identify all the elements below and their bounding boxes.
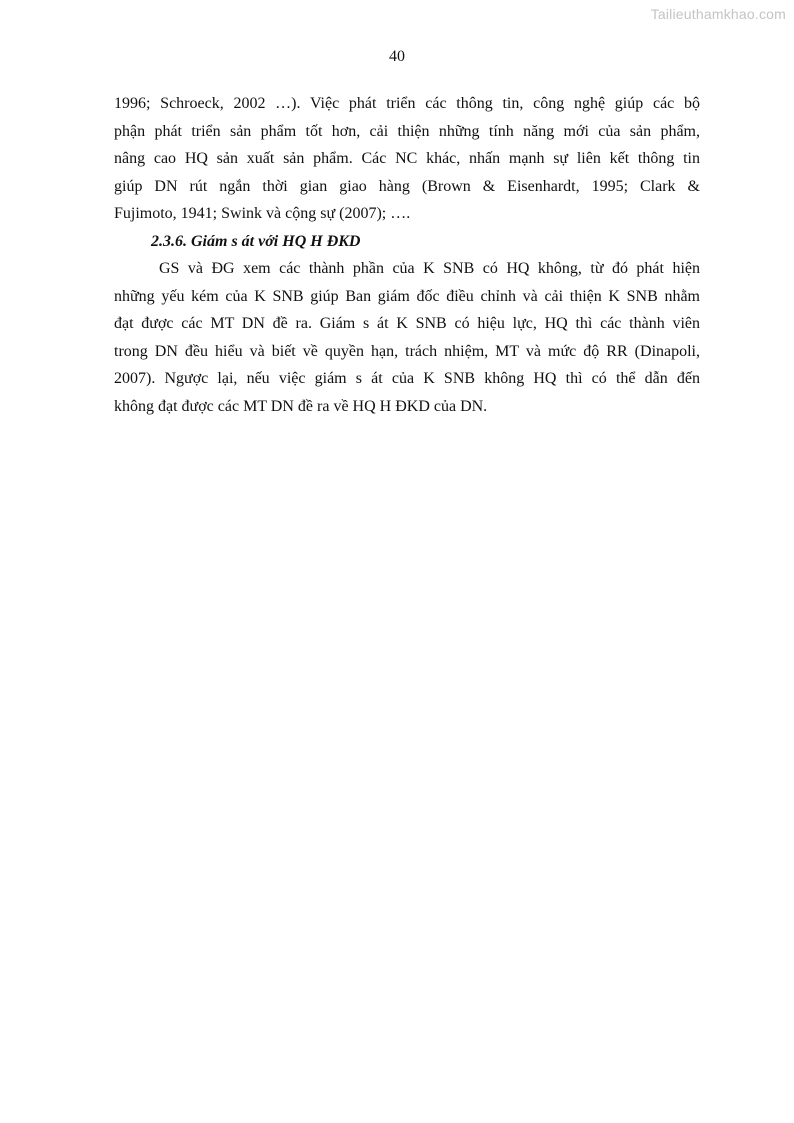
text-line: những yếu kém của K SNB giúp Ban giám đốc điều chỉnh và cải thiện K SNB nhằm — [114, 287, 700, 305]
text-line: 2007). Ngược lại, nếu việc giám s át của K SNB không HQ thì có thể dẫn đến — [114, 370, 700, 387]
paragraph-2 — [114, 255, 700, 420]
text-line: phận phát triển sản phẩm tốt hơn, cải thiện những tính năng mới của sản phẩm, — [114, 122, 700, 140]
text-line: không đạt được các MT DN đề ra về HQ H ĐKD của DN. — [114, 397, 488, 415]
document-body — [114, 90, 700, 420]
text-line: GS và ĐG xem các thành phần của K SNB có HQ không, từ đó phát hiện — [159, 260, 700, 277]
text-line: trong DN đều hiểu và biết về quyền hạn, trách nhiệm, MT và mức độ RR (Dinapoli, — [114, 342, 700, 360]
section-heading: 2.3.6. Giám s át với HQ H ĐKD — [151, 232, 361, 250]
text-line: Fujimoto, 1941; Swink và cộng sự (2007); …. — [114, 205, 411, 222]
text-line: nâng cao HQ sản xuất sản phẩm. Các NC khác, nhấn mạnh sự liên kết thông tin — [114, 150, 700, 167]
page-number: 40 — [389, 48, 405, 65]
text-line: 1996; Schroeck, 2002 …). Việc phát triển các thông tin, công nghệ giúp các bộ — [114, 95, 700, 112]
watermark: Tailieuthamkhao.com — [650, 6, 786, 22]
paragraph-1 — [114, 90, 700, 228]
text-line: đạt được các MT DN đề ra. Giám s át K SNB có hiệu lực, HQ thì các thành viên — [114, 315, 700, 332]
text-line: giúp DN rút ngắn thời gian giao hàng (Brown & Eisenhardt, 1995; Clark & — [114, 177, 700, 195]
